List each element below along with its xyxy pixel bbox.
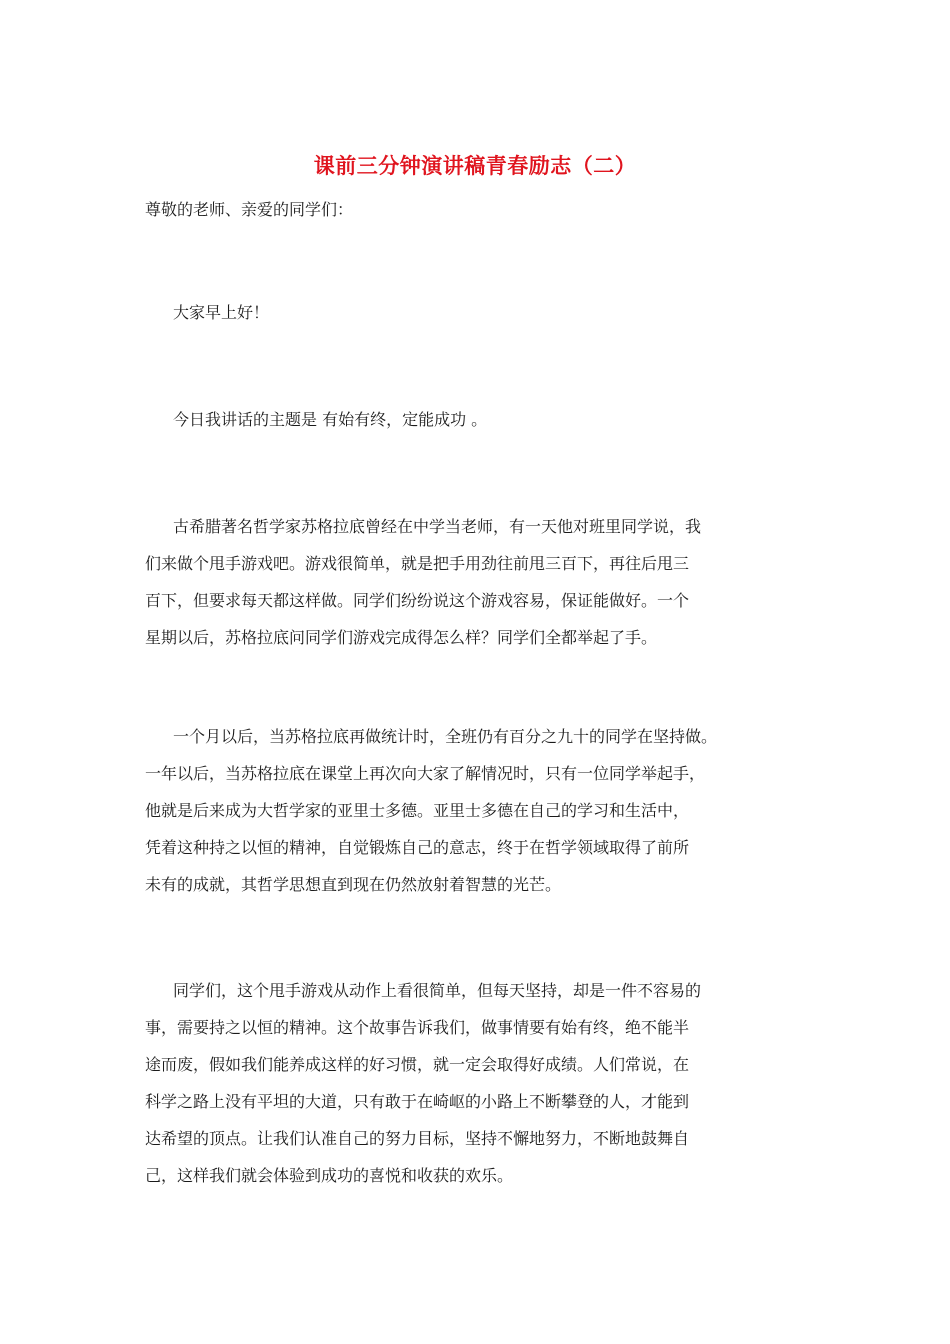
greeting-paragraph: 大家早上好！ (173, 303, 270, 322)
paragraph-line: 星期以后，苏格拉底问同学们游戏完成得怎么样？同学们全都举起了手。 (145, 628, 658, 647)
paragraph-line: 途而废，假如我们能养成这样的好习惯，就一定会取得好成绩。人们常说，在 (145, 1055, 690, 1074)
topic-paragraph: 今日我讲话的主题是 有始有终，定能成功 。 (173, 410, 488, 429)
paragraph-line: 达希望的顶点。让我们认准自己的努力目标，坚持不懈地努力，不断地鼓舞自 (145, 1129, 690, 1148)
paragraph-line: 同学们，这个甩手游戏从动作上看很简单，但每天坚持，却是一件不容易的 (173, 981, 702, 1000)
paragraph-line: 己，这样我们就会体验到成功的喜悦和收获的欢乐。 (145, 1166, 514, 1185)
story-paragraph-2 (145, 718, 825, 903)
story-paragraph-1 (145, 508, 825, 656)
paragraph-line: 凭着这种持之以恒的精神，自觉锻炼自己的意志，终于在哲学领域取得了前所 (145, 838, 690, 857)
paragraph-line: 古希腊著名哲学家苏格拉底曾经在中学当老师，有一天他对班里同学说，我 (173, 517, 702, 536)
paragraph-line: 未有的成就，其哲学思想直到现在仍然放射着智慧的光芒。 (145, 875, 562, 894)
document-title: 课前三分钟演讲稿青春励志（二） (313, 153, 637, 178)
paragraph-line: 一个月以后，当苏格拉底再做统计时，全班仍有百分之九十的同学在坚持做。 (173, 727, 718, 746)
salutation: 尊敬的老师、亲爱的同学们： (145, 200, 354, 219)
paragraph-line: 一年以后，当苏格拉底在课堂上再次向大家了解情况时，只有一位同学举起手， (145, 764, 706, 783)
paragraph-line: 百下，但要求每天都这样做。同学们纷纷说这个游戏容易，保证能做好。一个 (145, 591, 690, 610)
conclusion-paragraph (145, 972, 825, 1194)
paragraph-line: 科学之路上没有平坦的大道，只有敢于在崎岖的小路上不断攀登的人，才能到 (145, 1092, 690, 1111)
paragraph-line: 他就是后来成为大哲学家的亚里士多德。亚里士多德在自己的学习和生活中， (145, 801, 690, 820)
paragraph-line: 们来做个甩手游戏吧。游戏很简单，就是把手用劲往前甩三百下，再往后甩三 (145, 554, 690, 573)
paragraph-line: 事，需要持之以恒的精神。这个故事告诉我们，做事情要有始有终，绝不能半 (145, 1018, 690, 1037)
